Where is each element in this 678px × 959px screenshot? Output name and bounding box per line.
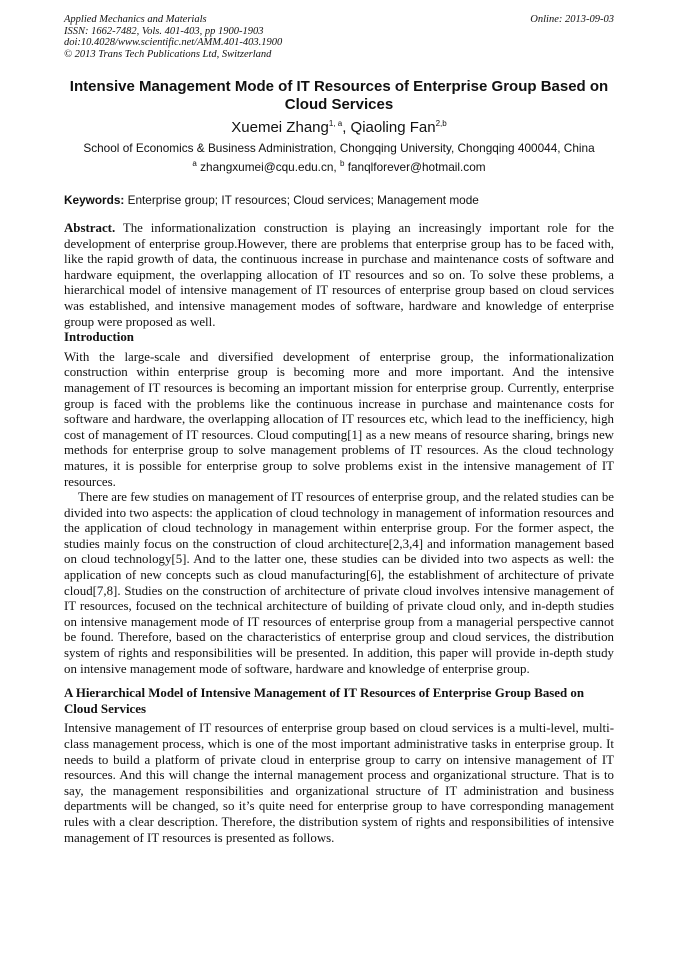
section-heading: Introduction bbox=[64, 330, 134, 345]
author-line bbox=[64, 118, 614, 137]
section-heading: A Hierarchical Model of Intensive Management of IT Resources of Enterprise Group Based on Cloud Services bbox=[64, 686, 585, 716]
email-mark: a bbox=[192, 159, 197, 169]
affiliation: School of Economics & Business Administration, Chongqing University, Chongqing 400044, China bbox=[83, 141, 595, 155]
online-date: Online: 2013-09-03 bbox=[530, 14, 614, 25]
abstract-label: Abstract. bbox=[64, 221, 116, 235]
email-address: zhangxumei@cqu.edu.cn, bbox=[196, 160, 340, 174]
body-paragraph: There are few studies on management of IT resources of enterprise group, and the related studies can be divided into two aspects: the application of cloud technology in management of information resources and the application of cloud technology in management within enterprise group. For the former aspect, the studies mainly focus on the construction of cloud architecture[2,3,4] and information management based on cloud technology[5]. And to the latter one, these studies can be divided into two aspects as well: the application of new concepts such as cloud manufacturing[6], the establishment of architecture of private cloud[7,8]. Studies on the construction of architecture of private cloud involves intensive management of IT resources, focused on the technical architecture of building of private cloud only, and in-depth studies on intensive management mode of IT resources of enterprise group from a managerial perspective cannot be found. Therefore, based on the characteristics of enterprise group and cloud services, the distribution system of rights and responsibilities will be presented. In addition, this paper will provide in-depth study on intensive management mode of software, hardware and knowledge of enterprise group. bbox=[64, 490, 614, 676]
email-line bbox=[64, 160, 614, 175]
section-hierarchical-model bbox=[64, 686, 614, 846]
abstract bbox=[64, 221, 614, 330]
body-paragraph: Intensive management of IT resources of enterprise group based on cloud services is a multi-level, multi-class management process, which is one of the most important administrative tasks in enterprise group. It needs to build a platform of private cloud in enterprise group to carry on intensive management of IT resources. And this will change the internal management process and organizational structure. That is to say, the management responsibilities and organizational structure of IT administration and business departments will be changed, so it’s quite need for enterprise group to have corresponding management rules with a clear description. Therefore, the distribution system of rights and responsibilities of intensive management of IT resources is presented as follows. bbox=[64, 721, 614, 845]
author-name: Qiaoling Fan bbox=[350, 119, 436, 136]
keywords bbox=[64, 193, 614, 208]
journal-name: Applied Mechanics and Materials bbox=[64, 14, 207, 25]
section-introduction bbox=[64, 330, 614, 677]
author-affiliation-mark: 1, a bbox=[328, 119, 343, 128]
author-separator: , bbox=[342, 119, 351, 136]
email-address: fanqlforever@hotmail.com bbox=[344, 160, 486, 174]
keywords-label: Keywords: bbox=[64, 193, 125, 207]
paper-title: Intensive Management Mode of IT Resources of Enterprise Group Based on Cloud Services bbox=[69, 78, 609, 113]
journal-masthead bbox=[64, 14, 614, 60]
author-name: Xuemei Zhang bbox=[231, 119, 329, 136]
journal-issn: ISSN: 1662-7482, Vols. 401-403, pp 1900-1903 bbox=[64, 25, 264, 37]
journal-doi: doi:10.4028/www.scientific.net/AMM.401-403.1900 bbox=[64, 37, 283, 48]
abstract-text: The informationalization construction is playing an increasingly important role for the development of enterprise group.However, there are problems that enterprise group has to be faced with, like the rapid growth of data, the continuous increase in purchase and maintenance costs of software and hardware equipment, the overlapping allocation of IT resources and so on. To solve these problems, a hierarchical model of intensive management of IT resources of enterprise group based on cloud services was established, and intensive management modes of software, hardware and knowledge of enterprise group were proposed as well. bbox=[64, 221, 614, 329]
author-affiliation-mark: 2,b bbox=[435, 119, 447, 128]
journal-copyright: © 2013 Trans Tech Publications Ltd, Switzerland bbox=[64, 48, 272, 60]
email-mark: b bbox=[339, 159, 345, 169]
body-paragraph: With the large-scale and diversified development of enterprise group, the informationalization construction within enterprise group is becoming more and more important. And the intensive management of IT resources is becoming an important mission for enterprise group. Currently, enterprise group is faced with the problems like the continuous increase in purchase and maintenance costs for software and hardware, the overlapping allocation of IT resources etc, which lead to the inefficiency, high cost of management of IT resources. Cloud computing[1] as a new means of resource sharing, brings new methods for enterprise group to solve management problems of IT resources. As the cloud technology matures, it is possible for enterprise group to solve problems exist in the intensive management of IT resources. bbox=[64, 349, 614, 489]
keywords-text: Enterprise group; IT resources; Cloud services; Management mode bbox=[124, 193, 479, 207]
